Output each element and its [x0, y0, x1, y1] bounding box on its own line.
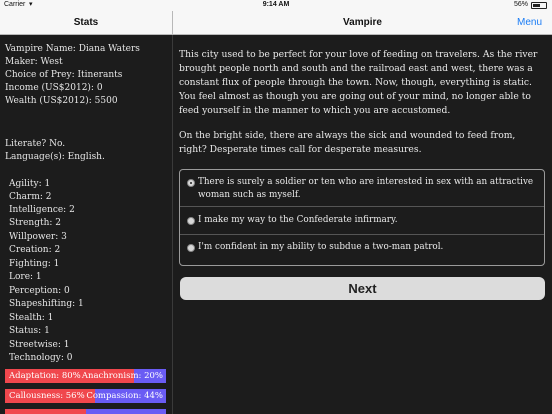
stat-maker: Maker: West	[5, 57, 63, 67]
radio-button[interactable]	[187, 179, 195, 187]
attr-strength: Strength: 2	[9, 218, 62, 228]
radio-button[interactable]	[187, 217, 195, 225]
attr-perception: Perception: 0	[9, 286, 70, 296]
attr-streetwise: Streetwise: 1	[9, 340, 70, 350]
attr-lore: Lore: 1	[9, 272, 42, 282]
divider	[180, 206, 544, 207]
wifi-icon: ▾	[29, 1, 33, 8]
stat-literate: Literate? No.	[5, 139, 66, 149]
attr-shapeshifting: Shapeshifting: 1	[9, 299, 84, 309]
status-bar	[0, 0, 552, 11]
menu-button[interactable]: Menu	[516, 17, 542, 28]
next-button[interactable]: Next	[180, 277, 545, 300]
opposed-stat-fill	[5, 409, 86, 414]
choice-option[interactable]	[180, 176, 544, 204]
story-title: Vampire	[343, 17, 382, 28]
opposed-stat-left-label: Adaptation: 80%	[9, 371, 81, 381]
attr-status: Status: 1	[9, 326, 50, 336]
stats-navbar	[0, 11, 173, 35]
opposed-stat-right-label: Anachronism: 20%	[81, 371, 163, 381]
attr-technology: Technology: 0	[9, 353, 73, 363]
stat-choice-of-prey: Choice of Prey: Itinerants	[5, 70, 123, 80]
choice-list	[179, 169, 545, 266]
opposed-stat-right-label: Compassion: 44%	[86, 391, 163, 401]
carrier-label: Carrier	[4, 1, 26, 8]
stats-title: Stats	[73, 17, 99, 28]
choice-label: There is surely a soldier or ten who are interested in sex with an attractive woman such as myself.	[198, 177, 534, 200]
opposed-stat-left-label: Callousness: 56%	[9, 391, 85, 401]
stat-income: Income (US$2012): 0	[5, 83, 103, 93]
battery-icon	[531, 2, 547, 9]
divider	[180, 234, 544, 235]
stats-panel[interactable]	[0, 35, 173, 414]
attr-willpower: Willpower: 3	[9, 232, 67, 242]
clock: 9:14 AM	[262, 1, 290, 8]
attr-stealth: Stealth: 1	[9, 313, 54, 323]
story-panel	[174, 35, 552, 414]
choice-option[interactable]	[180, 241, 544, 257]
story-paragraph: This city used to be perfect for your love of feeding on travelers. As the river brought people north and south and the railroad east and west, there was a constant flux of people through the town. Now, though, everything is static. You feel almost as though you are going out of your mind, no longer able to feed yourself in the manner to which you are accustomed.	[179, 49, 538, 116]
choice-label: I'm confident in my ability to subdue a two-man patrol.	[198, 242, 444, 252]
choice-option[interactable]	[180, 214, 544, 230]
stat-wealth: Wealth (US$2012): 5500	[5, 96, 118, 106]
opposed-stat-bar	[5, 409, 166, 414]
attr-fighting: Fighting: 1	[9, 259, 60, 269]
battery-percent: 56%	[513, 1, 528, 8]
radio-button[interactable]	[187, 244, 195, 252]
stat-vampire-name: Vampire Name: Diana Waters	[5, 44, 140, 54]
attr-agility: Agility: 1	[9, 179, 51, 189]
stat-languages: Language(s): English.	[5, 152, 105, 162]
choice-label: I make my way to the Confederate infirmary.	[198, 215, 398, 225]
story-navbar	[173, 11, 552, 35]
attr-creation: Creation: 2	[9, 245, 61, 255]
attr-charm: Charm: 2	[9, 192, 52, 202]
opposed-stat-bar	[5, 369, 166, 383]
opposed-stat-bar	[5, 389, 166, 403]
story-paragraph: On the bright side, there are always the sick and wounded to feed from, right? Desperate times call for desperate measures.	[179, 130, 516, 155]
attr-intelligence: Intelligence: 2	[9, 205, 75, 215]
